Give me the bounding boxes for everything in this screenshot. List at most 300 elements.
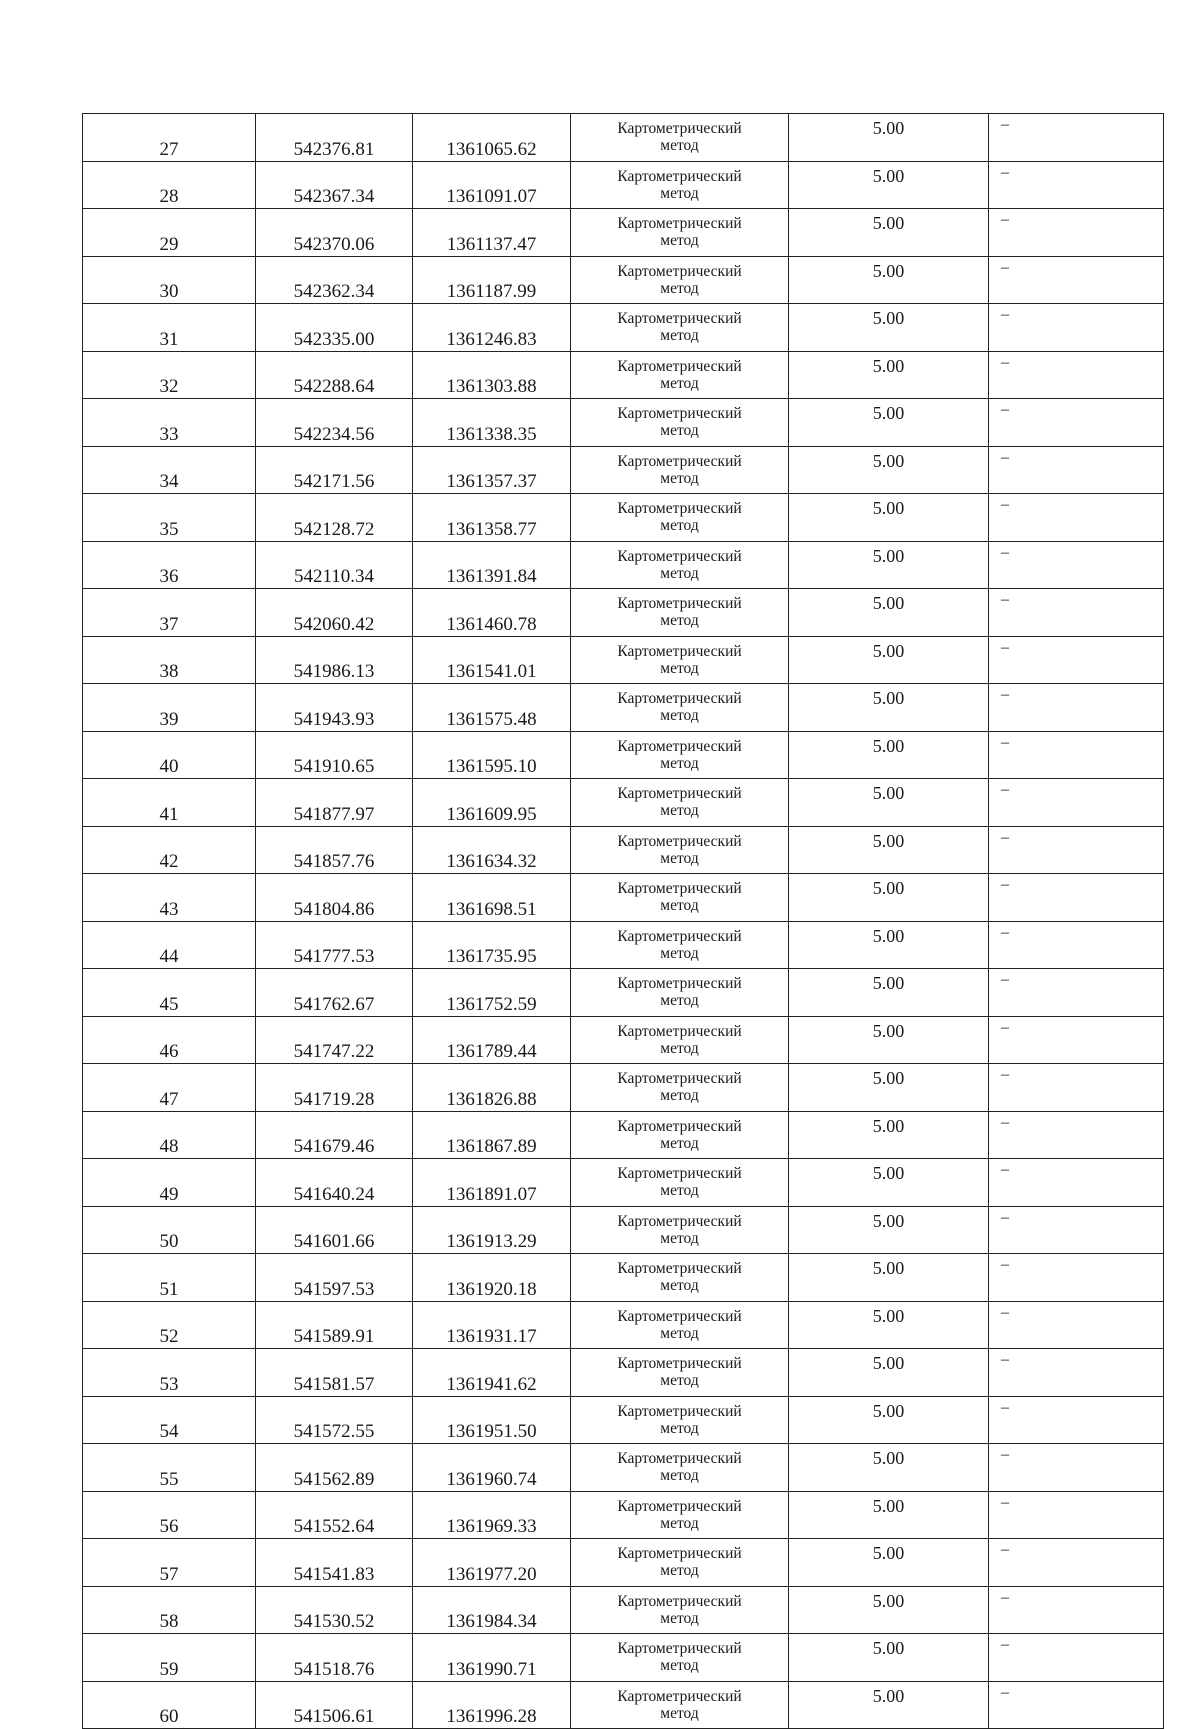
table-row	[83, 304, 1164, 352]
description-cell: –	[989, 826, 1164, 874]
point-number-cell: 60	[83, 1681, 256, 1729]
description-cell: –	[989, 1349, 1164, 1397]
accuracy-cell: 5.00	[789, 589, 989, 637]
point-number-cell: 45	[83, 969, 256, 1017]
method-line-1: Картометрический	[617, 1307, 742, 1325]
description-cell: –	[989, 1254, 1164, 1302]
y-coordinate-cell: 1361391.84	[413, 541, 571, 589]
method-line-2: метод	[660, 1087, 699, 1105]
method-cell	[571, 351, 789, 399]
description-cell: –	[989, 1016, 1164, 1064]
accuracy-cell: 5.00	[789, 256, 989, 304]
method-cell	[571, 779, 789, 827]
point-number-cell: 34	[83, 446, 256, 494]
point-number-cell: 46	[83, 1016, 256, 1064]
method-line-2: метод	[660, 1229, 699, 1247]
point-number-cell: 48	[83, 1111, 256, 1159]
table-row	[83, 1634, 1164, 1682]
table-row	[83, 1349, 1164, 1397]
y-coordinate-cell: 1361575.48	[413, 684, 571, 732]
y-coordinate-cell: 1361460.78	[413, 589, 571, 637]
point-number-cell: 33	[83, 399, 256, 447]
accuracy-cell: 5.00	[789, 1111, 989, 1159]
method-line-2: метод	[660, 327, 699, 345]
accuracy-cell: 5.00	[789, 541, 989, 589]
accuracy-cell: 5.00	[789, 636, 989, 684]
accuracy-cell: 5.00	[789, 969, 989, 1017]
accuracy-cell: 5.00	[789, 1681, 989, 1729]
method-cell	[571, 1349, 789, 1397]
method-line-1: Картометрический	[617, 1355, 742, 1373]
point-number-cell: 47	[83, 1064, 256, 1112]
method-line-2: метод	[660, 802, 699, 820]
table-row	[83, 969, 1164, 1017]
x-coordinate-cell: 541804.86	[256, 874, 413, 922]
method-cell	[571, 256, 789, 304]
method-cell	[571, 1206, 789, 1254]
method-cell	[571, 826, 789, 874]
method-cell	[571, 161, 789, 209]
y-coordinate-cell: 1361091.07	[413, 161, 571, 209]
method-cell	[571, 494, 789, 542]
description-cell: –	[989, 589, 1164, 637]
table-row	[83, 1681, 1164, 1729]
table-row	[83, 731, 1164, 779]
description-cell: –	[989, 161, 1164, 209]
method-line-2: метод	[660, 1039, 699, 1057]
method-line-1: Картометрический	[617, 975, 742, 993]
method-cell	[571, 1539, 789, 1587]
accuracy-cell: 5.00	[789, 921, 989, 969]
method-line-2: метод	[660, 137, 699, 155]
method-line-2: метод	[660, 517, 699, 535]
method-line-2: метод	[660, 849, 699, 867]
y-coordinate-cell: 1361698.51	[413, 874, 571, 922]
method-line-1: Картометрический	[617, 737, 742, 755]
method-line-2: метод	[660, 1704, 699, 1722]
point-number-cell: 27	[83, 114, 256, 162]
description-cell: –	[989, 256, 1164, 304]
y-coordinate-cell: 1361246.83	[413, 304, 571, 352]
method-line-2: метод	[660, 612, 699, 630]
x-coordinate-cell: 541601.66	[256, 1206, 413, 1254]
method-line-2: метод	[660, 1134, 699, 1152]
table-row	[83, 1254, 1164, 1302]
y-coordinate-cell: 1361789.44	[413, 1016, 571, 1064]
accuracy-cell: 5.00	[789, 1396, 989, 1444]
method-line-1: Картометрический	[617, 927, 742, 945]
description-cell: –	[989, 1159, 1164, 1207]
method-line-2: метод	[660, 897, 699, 915]
method-line-2: метод	[660, 279, 699, 297]
table-row	[83, 1586, 1164, 1634]
table-row	[83, 921, 1164, 969]
y-coordinate-cell: 1361920.18	[413, 1254, 571, 1302]
accuracy-cell: 5.00	[789, 684, 989, 732]
method-line-1: Картометрический	[617, 595, 742, 613]
description-cell: –	[989, 446, 1164, 494]
y-coordinate-cell: 1361338.35	[413, 399, 571, 447]
method-cell	[571, 589, 789, 637]
method-cell	[571, 1634, 789, 1682]
point-number-cell: 30	[83, 256, 256, 304]
method-line-2: метод	[660, 1562, 699, 1580]
method-line-1: Картометрический	[617, 1070, 742, 1088]
method-line-2: метод	[660, 469, 699, 487]
table-row	[83, 874, 1164, 922]
description-cell: –	[989, 779, 1164, 827]
method-cell	[571, 731, 789, 779]
method-line-1: Картометрический	[617, 547, 742, 565]
y-coordinate-cell: 1361931.17	[413, 1301, 571, 1349]
method-line-1: Картометрический	[617, 1450, 742, 1468]
description-cell: –	[989, 1396, 1164, 1444]
description-cell: –	[989, 1444, 1164, 1492]
table-row	[83, 1159, 1164, 1207]
table-row	[83, 1444, 1164, 1492]
accuracy-cell: 5.00	[789, 161, 989, 209]
description-cell: –	[989, 541, 1164, 589]
point-number-cell: 44	[83, 921, 256, 969]
method-cell	[571, 1301, 789, 1349]
x-coordinate-cell: 541581.57	[256, 1349, 413, 1397]
method-line-2: метод	[660, 707, 699, 725]
method-cell	[571, 1159, 789, 1207]
accuracy-cell: 5.00	[789, 731, 989, 779]
table-row	[83, 1539, 1164, 1587]
method-line-2: метод	[660, 1657, 699, 1675]
description-cell: –	[989, 399, 1164, 447]
table-row	[83, 114, 1164, 162]
accuracy-cell: 5.00	[789, 1159, 989, 1207]
y-coordinate-cell: 1361867.89	[413, 1111, 571, 1159]
method-line-2: метод	[660, 1277, 699, 1295]
x-coordinate-cell: 542171.56	[256, 446, 413, 494]
method-line-1: Картометрический	[617, 1687, 742, 1705]
y-coordinate-cell: 1361951.50	[413, 1396, 571, 1444]
accuracy-cell: 5.00	[789, 1064, 989, 1112]
method-line-1: Картометрический	[617, 1117, 742, 1135]
table-row	[83, 1396, 1164, 1444]
y-coordinate-cell: 1361996.28	[413, 1681, 571, 1729]
method-cell	[571, 446, 789, 494]
x-coordinate-cell: 541572.55	[256, 1396, 413, 1444]
method-cell	[571, 209, 789, 257]
point-number-cell: 35	[83, 494, 256, 542]
method-cell	[571, 399, 789, 447]
y-coordinate-cell: 1361826.88	[413, 1064, 571, 1112]
method-line-1: Картометрический	[617, 452, 742, 470]
y-coordinate-cell: 1361941.62	[413, 1349, 571, 1397]
method-cell	[571, 1016, 789, 1064]
x-coordinate-cell: 542376.81	[256, 114, 413, 162]
table-row	[83, 636, 1164, 684]
coordinates-table-body	[83, 114, 1164, 1729]
table-row	[83, 1111, 1164, 1159]
point-number-cell: 52	[83, 1301, 256, 1349]
method-line-1: Картометрический	[617, 1022, 742, 1040]
method-cell	[571, 636, 789, 684]
table-row	[83, 1206, 1164, 1254]
method-line-2: метод	[660, 1419, 699, 1437]
method-cell	[571, 684, 789, 732]
table-row	[83, 161, 1164, 209]
method-line-1: Картометрический	[617, 405, 742, 423]
description-cell: –	[989, 921, 1164, 969]
method-line-2: метод	[660, 944, 699, 962]
x-coordinate-cell: 541589.91	[256, 1301, 413, 1349]
point-number-cell: 56	[83, 1491, 256, 1539]
method-cell	[571, 1111, 789, 1159]
method-line-2: метод	[660, 1467, 699, 1485]
point-number-cell: 29	[83, 209, 256, 257]
method-cell	[571, 874, 789, 922]
method-line-1: Картометрический	[617, 832, 742, 850]
method-line-2: метод	[660, 659, 699, 677]
x-coordinate-cell: 542288.64	[256, 351, 413, 399]
method-cell	[571, 304, 789, 352]
y-coordinate-cell: 1361735.95	[413, 921, 571, 969]
x-coordinate-cell: 542060.42	[256, 589, 413, 637]
point-number-cell: 43	[83, 874, 256, 922]
table-row	[83, 779, 1164, 827]
accuracy-cell: 5.00	[789, 1491, 989, 1539]
x-coordinate-cell: 541552.64	[256, 1491, 413, 1539]
method-cell	[571, 1681, 789, 1729]
accuracy-cell: 5.00	[789, 399, 989, 447]
table-row	[83, 589, 1164, 637]
description-cell: –	[989, 1111, 1164, 1159]
method-line-1: Картометрический	[617, 1592, 742, 1610]
x-coordinate-cell: 542370.06	[256, 209, 413, 257]
y-coordinate-cell: 1361977.20	[413, 1539, 571, 1587]
method-line-2: метод	[660, 374, 699, 392]
table-row	[83, 209, 1164, 257]
x-coordinate-cell: 541877.97	[256, 779, 413, 827]
point-number-cell: 51	[83, 1254, 256, 1302]
x-coordinate-cell: 541777.53	[256, 921, 413, 969]
accuracy-cell: 5.00	[789, 1444, 989, 1492]
method-line-2: метод	[660, 1609, 699, 1627]
method-cell	[571, 1491, 789, 1539]
method-line-2: метод	[660, 184, 699, 202]
accuracy-cell: 5.00	[789, 351, 989, 399]
table-row	[83, 446, 1164, 494]
method-line-1: Картометрический	[617, 357, 742, 375]
y-coordinate-cell: 1361990.71	[413, 1634, 571, 1682]
x-coordinate-cell: 541986.13	[256, 636, 413, 684]
accuracy-cell: 5.00	[789, 1634, 989, 1682]
table-row	[83, 1064, 1164, 1112]
method-line-1: Картометрический	[617, 785, 742, 803]
method-line-1: Картометрический	[617, 642, 742, 660]
method-cell	[571, 1254, 789, 1302]
x-coordinate-cell: 541541.83	[256, 1539, 413, 1587]
y-coordinate-cell: 1361137.47	[413, 209, 571, 257]
table-row	[83, 256, 1164, 304]
table-row	[83, 494, 1164, 542]
table-row	[83, 351, 1164, 399]
x-coordinate-cell: 541597.53	[256, 1254, 413, 1302]
point-number-cell: 49	[83, 1159, 256, 1207]
point-number-cell: 37	[83, 589, 256, 637]
point-number-cell: 28	[83, 161, 256, 209]
x-coordinate-cell: 541640.24	[256, 1159, 413, 1207]
method-line-1: Картометрический	[617, 1545, 742, 1563]
description-cell: –	[989, 1586, 1164, 1634]
x-coordinate-cell: 541679.46	[256, 1111, 413, 1159]
x-coordinate-cell: 542234.56	[256, 399, 413, 447]
method-line-2: метод	[660, 564, 699, 582]
table-row	[83, 684, 1164, 732]
accuracy-cell: 5.00	[789, 826, 989, 874]
accuracy-cell: 5.00	[789, 1586, 989, 1634]
description-cell: –	[989, 969, 1164, 1017]
y-coordinate-cell: 1361303.88	[413, 351, 571, 399]
description-cell: –	[989, 636, 1164, 684]
point-number-cell: 31	[83, 304, 256, 352]
y-coordinate-cell: 1361960.74	[413, 1444, 571, 1492]
x-coordinate-cell: 541910.65	[256, 731, 413, 779]
method-line-1: Картометрический	[617, 310, 742, 328]
accuracy-cell: 5.00	[789, 304, 989, 352]
y-coordinate-cell: 1361541.01	[413, 636, 571, 684]
point-number-cell: 42	[83, 826, 256, 874]
method-line-2: метод	[660, 1514, 699, 1532]
method-cell	[571, 1396, 789, 1444]
point-number-cell: 40	[83, 731, 256, 779]
method-cell	[571, 541, 789, 589]
accuracy-cell: 5.00	[789, 114, 989, 162]
y-coordinate-cell: 1361609.95	[413, 779, 571, 827]
point-number-cell: 50	[83, 1206, 256, 1254]
method-line-1: Картометрический	[617, 1402, 742, 1420]
description-cell: –	[989, 1206, 1164, 1254]
method-line-1: Картометрический	[617, 1165, 742, 1183]
method-cell	[571, 921, 789, 969]
method-line-1: Картометрический	[617, 262, 742, 280]
point-number-cell: 55	[83, 1444, 256, 1492]
description-cell: –	[989, 1301, 1164, 1349]
y-coordinate-cell: 1361358.77	[413, 494, 571, 542]
y-coordinate-cell: 1361595.10	[413, 731, 571, 779]
description-cell: –	[989, 304, 1164, 352]
accuracy-cell: 5.00	[789, 1349, 989, 1397]
accuracy-cell: 5.00	[789, 1301, 989, 1349]
point-number-cell: 41	[83, 779, 256, 827]
table-row	[83, 1301, 1164, 1349]
y-coordinate-cell: 1361913.29	[413, 1206, 571, 1254]
accuracy-cell: 5.00	[789, 1016, 989, 1064]
point-number-cell: 58	[83, 1586, 256, 1634]
y-coordinate-cell: 1361187.99	[413, 256, 571, 304]
method-line-1: Картометрический	[617, 690, 742, 708]
method-line-1: Картометрический	[617, 120, 742, 138]
accuracy-cell: 5.00	[789, 1539, 989, 1587]
point-number-cell: 39	[83, 684, 256, 732]
accuracy-cell: 5.00	[789, 779, 989, 827]
method-cell	[571, 1444, 789, 1492]
coordinates-table	[82, 113, 1164, 1729]
table-row	[83, 541, 1164, 589]
x-coordinate-cell: 541747.22	[256, 1016, 413, 1064]
point-number-cell: 32	[83, 351, 256, 399]
description-cell: –	[989, 351, 1164, 399]
method-line-1: Картометрический	[617, 1640, 742, 1658]
y-coordinate-cell: 1361969.33	[413, 1491, 571, 1539]
y-coordinate-cell: 1361634.32	[413, 826, 571, 874]
description-cell: –	[989, 114, 1164, 162]
point-number-cell: 59	[83, 1634, 256, 1682]
method-line-2: метод	[660, 1182, 699, 1200]
x-coordinate-cell: 542362.34	[256, 256, 413, 304]
method-line-2: метод	[660, 1324, 699, 1342]
y-coordinate-cell: 1361891.07	[413, 1159, 571, 1207]
method-cell	[571, 1064, 789, 1112]
method-line-2: метод	[660, 754, 699, 772]
table-row	[83, 399, 1164, 447]
table-row	[83, 1016, 1164, 1064]
y-coordinate-cell: 1361984.34	[413, 1586, 571, 1634]
method-cell	[571, 1586, 789, 1634]
method-line-1: Картометрический	[617, 1260, 742, 1278]
method-line-2: метод	[660, 1372, 699, 1390]
point-number-cell: 53	[83, 1349, 256, 1397]
x-coordinate-cell: 541562.89	[256, 1444, 413, 1492]
x-coordinate-cell: 541857.76	[256, 826, 413, 874]
x-coordinate-cell: 541762.67	[256, 969, 413, 1017]
x-coordinate-cell: 542110.34	[256, 541, 413, 589]
method-line-1: Картометрический	[617, 215, 742, 233]
accuracy-cell: 5.00	[789, 874, 989, 922]
accuracy-cell: 5.00	[789, 494, 989, 542]
table-row	[83, 826, 1164, 874]
x-coordinate-cell: 541530.52	[256, 1586, 413, 1634]
x-coordinate-cell: 541943.93	[256, 684, 413, 732]
accuracy-cell: 5.00	[789, 1254, 989, 1302]
x-coordinate-cell: 541719.28	[256, 1064, 413, 1112]
method-line-2: метод	[660, 232, 699, 250]
method-line-1: Картометрический	[617, 500, 742, 518]
method-line-1: Картометрический	[617, 1212, 742, 1230]
method-line-1: Картометрический	[617, 880, 742, 898]
description-cell: –	[989, 1491, 1164, 1539]
accuracy-cell: 5.00	[789, 209, 989, 257]
method-line-2: метод	[660, 992, 699, 1010]
x-coordinate-cell: 542335.00	[256, 304, 413, 352]
point-number-cell: 57	[83, 1539, 256, 1587]
point-number-cell: 36	[83, 541, 256, 589]
description-cell: –	[989, 874, 1164, 922]
x-coordinate-cell: 542367.34	[256, 161, 413, 209]
x-coordinate-cell: 542128.72	[256, 494, 413, 542]
point-number-cell: 54	[83, 1396, 256, 1444]
method-line-1: Картометрический	[617, 1497, 742, 1515]
x-coordinate-cell: 541518.76	[256, 1634, 413, 1682]
description-cell: –	[989, 1539, 1164, 1587]
description-cell: –	[989, 494, 1164, 542]
accuracy-cell: 5.00	[789, 446, 989, 494]
accuracy-cell: 5.00	[789, 1206, 989, 1254]
description-cell: –	[989, 1064, 1164, 1112]
point-number-cell: 38	[83, 636, 256, 684]
description-cell: –	[989, 684, 1164, 732]
y-coordinate-cell: 1361357.37	[413, 446, 571, 494]
method-line-2: метод	[660, 422, 699, 440]
table-row	[83, 1491, 1164, 1539]
method-line-1: Картометрический	[617, 167, 742, 185]
y-coordinate-cell: 1361752.59	[413, 969, 571, 1017]
